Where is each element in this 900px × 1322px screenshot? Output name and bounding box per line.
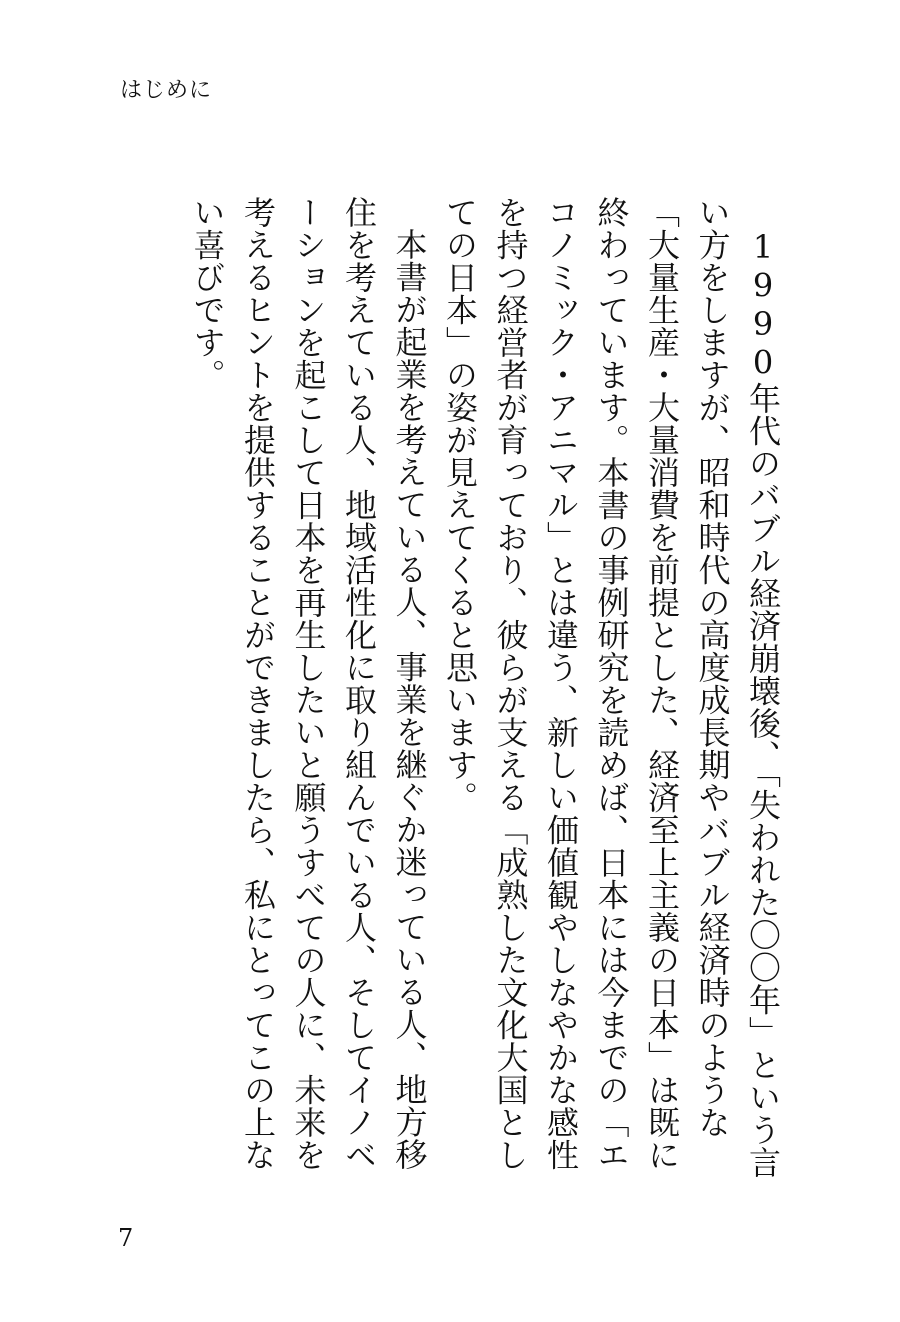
paragraph-2: 本書が起業を考えている人、事業を継ぐか迷っている人、地方移住を考えている人、地域活性化に取り組んでいる人、そしてイノベーションを起こして日本を再生したいと願うすべての人に、未来を考えるヒントを提供することができましたら、私にとってこの上ない喜びです。 (188, 196, 429, 1171)
body-text (182, 196, 788, 1186)
running-head: はじめに (120, 78, 213, 103)
page-number: 7 (118, 1224, 134, 1252)
paragraph-1: 1990年代のバブル経済崩壊後、「失われた〇〇年」という言い方をしますが、昭和時代の高度成長期やバブル経済時のような「大量生産・大量消費を前提とした、経済至上主義の日本」は既に終わっています。本書の事例研究を読めば、日本には今までの「エコノミック・アニマル」とは違う、新しい価値観やしなやかな感性を持つ経営者が育っており、彼らが支える「成熟した文化大国としての日本」の姿が見えてくると思います。 (441, 196, 782, 1179)
